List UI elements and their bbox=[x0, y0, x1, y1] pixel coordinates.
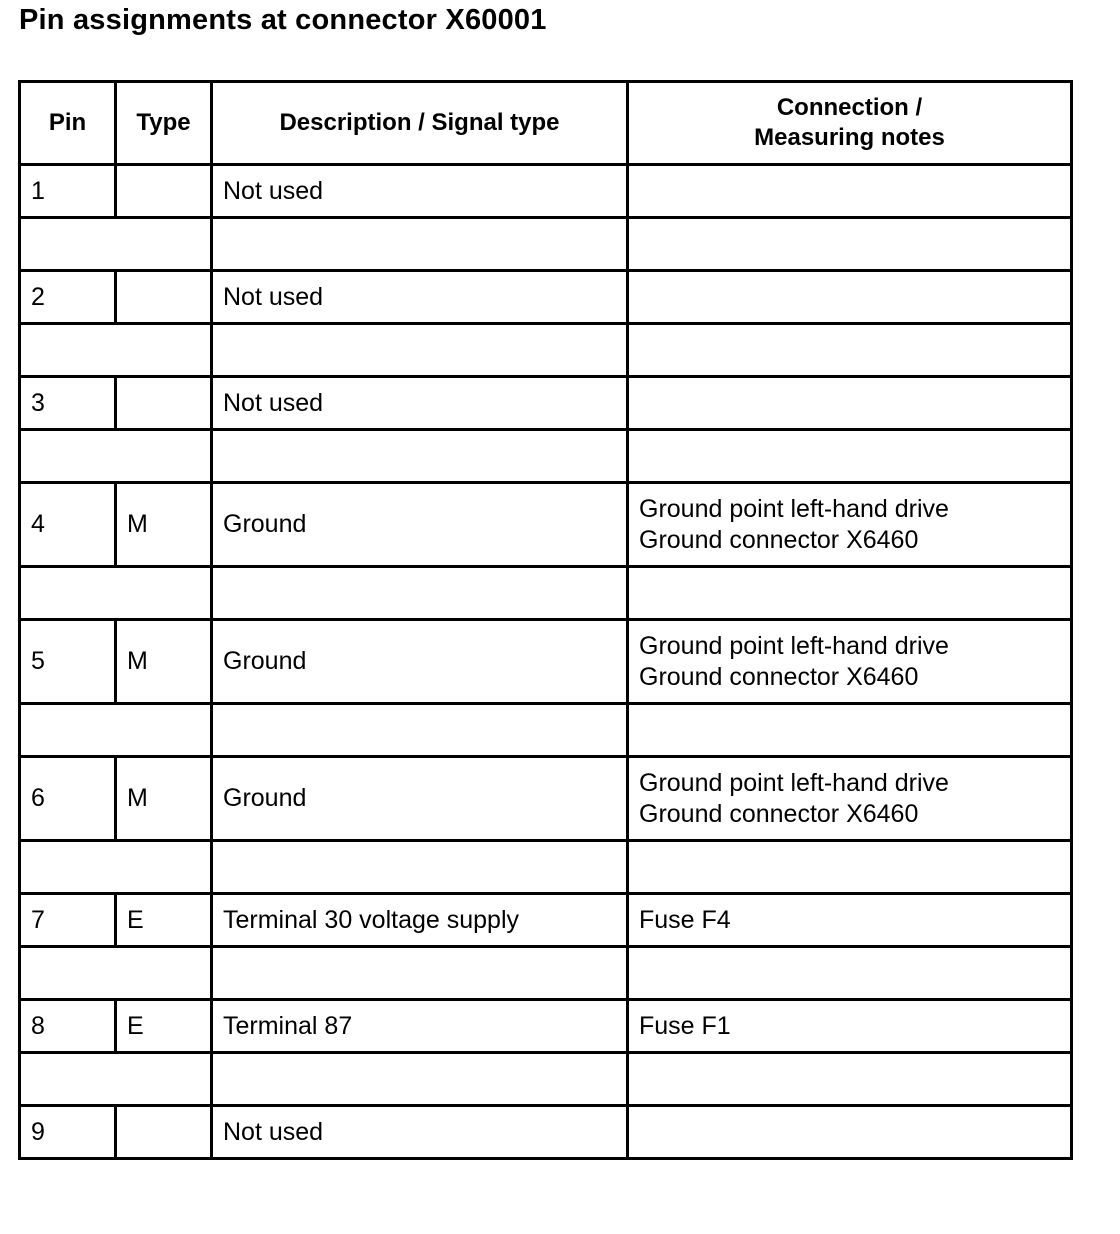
cell-pin: 8 bbox=[20, 1000, 116, 1053]
spacer-row bbox=[20, 841, 1072, 894]
cell-pin: 1 bbox=[20, 165, 116, 218]
cell-description: Ground bbox=[212, 757, 628, 841]
spacer-row bbox=[20, 1053, 1072, 1106]
header-type: Type bbox=[116, 82, 212, 165]
table-row bbox=[20, 1000, 1072, 1053]
cell-description: Not used bbox=[212, 1106, 628, 1159]
spacer-cell bbox=[628, 947, 1072, 1000]
cell-connection bbox=[628, 377, 1072, 430]
cell-connection-line1: Fuse F1 bbox=[639, 1011, 731, 1040]
spacer-cell bbox=[628, 324, 1072, 377]
table-row bbox=[20, 1106, 1072, 1159]
cell-pin: 4 bbox=[20, 483, 116, 567]
spacer-cell bbox=[20, 567, 212, 620]
cell-connection-line2: Ground connector X6460 bbox=[639, 525, 919, 554]
cell-type: M bbox=[116, 483, 212, 567]
cell-type bbox=[116, 377, 212, 430]
spacer-row bbox=[20, 567, 1072, 620]
spacer-cell bbox=[20, 1053, 212, 1106]
cell-connection-line1: Ground point left-hand drive bbox=[639, 768, 949, 797]
cell-connection bbox=[628, 1000, 1072, 1053]
cell-description: Ground bbox=[212, 620, 628, 704]
spacer-cell bbox=[20, 947, 212, 1000]
spacer-cell bbox=[212, 704, 628, 757]
table-row bbox=[20, 620, 1072, 704]
table-row bbox=[20, 271, 1072, 324]
cell-type: M bbox=[116, 620, 212, 704]
spacer-row bbox=[20, 218, 1072, 271]
cell-connection-line2: Ground connector X6460 bbox=[639, 799, 919, 828]
cell-pin: 6 bbox=[20, 757, 116, 841]
spacer-cell bbox=[212, 567, 628, 620]
spacer-cell bbox=[20, 324, 212, 377]
page-title: Pin assignments at connector X60001 bbox=[19, 4, 547, 36]
spacer-cell bbox=[212, 841, 628, 894]
cell-connection bbox=[628, 757, 1072, 841]
cell-connection bbox=[628, 271, 1072, 324]
cell-description: Not used bbox=[212, 271, 628, 324]
cell-connection-line1: Fuse F4 bbox=[639, 905, 731, 934]
spacer-row bbox=[20, 704, 1072, 757]
cell-pin: 2 bbox=[20, 271, 116, 324]
cell-description: Ground bbox=[212, 483, 628, 567]
spacer-cell bbox=[628, 430, 1072, 483]
cell-type: E bbox=[116, 1000, 212, 1053]
cell-type bbox=[116, 1106, 212, 1159]
spacer-cell bbox=[628, 1053, 1072, 1106]
header-connection bbox=[628, 82, 1072, 165]
spacer-cell bbox=[628, 567, 1072, 620]
header-pin: Pin bbox=[20, 82, 116, 165]
cell-description: Terminal 87 bbox=[212, 1000, 628, 1053]
spacer-cell bbox=[212, 430, 628, 483]
cell-connection bbox=[628, 1106, 1072, 1159]
cell-connection-line1: Ground point left-hand drive bbox=[639, 494, 949, 523]
cell-type: M bbox=[116, 757, 212, 841]
header-description: Description / Signal type bbox=[212, 82, 628, 165]
cell-description: Not used bbox=[212, 377, 628, 430]
table-header-row bbox=[20, 82, 1072, 165]
header-connection-line1: Connection / bbox=[776, 94, 923, 121]
cell-connection bbox=[628, 483, 1072, 567]
spacer-cell bbox=[212, 218, 628, 271]
cell-description: Terminal 30 voltage supply bbox=[212, 894, 628, 947]
spacer-row bbox=[20, 947, 1072, 1000]
cell-pin: 7 bbox=[20, 894, 116, 947]
table-row bbox=[20, 483, 1072, 567]
header-connection-line2: Measuring notes bbox=[754, 124, 945, 151]
cell-connection bbox=[628, 165, 1072, 218]
cell-connection-line2: Ground connector X6460 bbox=[639, 662, 919, 691]
spacer-cell bbox=[628, 218, 1072, 271]
cell-type bbox=[116, 271, 212, 324]
cell-connection bbox=[628, 894, 1072, 947]
cell-connection-line1: Ground point left-hand drive bbox=[639, 631, 949, 660]
cell-type bbox=[116, 165, 212, 218]
cell-pin: 3 bbox=[20, 377, 116, 430]
spacer-cell bbox=[20, 704, 212, 757]
spacer-cell bbox=[212, 947, 628, 1000]
table-row bbox=[20, 377, 1072, 430]
spacer-cell bbox=[20, 841, 212, 894]
pin-assignment-table bbox=[18, 80, 1073, 1160]
spacer-cell bbox=[212, 1053, 628, 1106]
spacer-row bbox=[20, 324, 1072, 377]
spacer-row bbox=[20, 430, 1072, 483]
table-row bbox=[20, 894, 1072, 947]
cell-connection bbox=[628, 620, 1072, 704]
table-row bbox=[20, 165, 1072, 218]
cell-pin: 9 bbox=[20, 1106, 116, 1159]
spacer-cell bbox=[212, 324, 628, 377]
spacer-cell bbox=[628, 841, 1072, 894]
cell-pin: 5 bbox=[20, 620, 116, 704]
cell-type: E bbox=[116, 894, 212, 947]
spacer-cell bbox=[628, 704, 1072, 757]
spacer-cell bbox=[20, 218, 212, 271]
table-row bbox=[20, 757, 1072, 841]
cell-description: Not used bbox=[212, 165, 628, 218]
spacer-cell bbox=[20, 430, 212, 483]
